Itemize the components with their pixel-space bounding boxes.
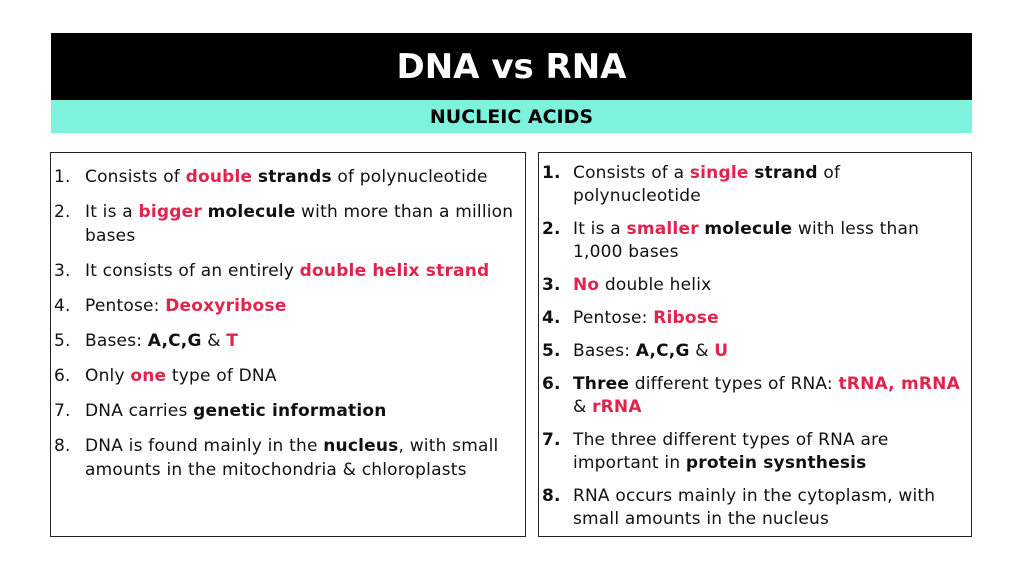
item-number: 8. xyxy=(542,486,561,506)
bold-term: A,C,G xyxy=(635,341,690,361)
text-segment: with more than a million bases xyxy=(85,202,514,246)
highlighted-term: Ribose xyxy=(653,308,719,328)
rna-list-item xyxy=(542,373,971,419)
item-text xyxy=(573,340,971,363)
text-segment: Only xyxy=(85,366,131,386)
item-text xyxy=(573,307,971,330)
highlighted-term: Deoxyribose xyxy=(165,296,287,316)
item-text xyxy=(85,294,525,318)
text-segment: Pentose: xyxy=(573,308,654,328)
dna-list-item xyxy=(54,165,525,189)
text-segment: , with small amounts in the mitochondria & chloroplasts xyxy=(85,436,499,480)
text-segment: Bases: xyxy=(573,341,636,361)
highlighted-term: tRNA, mRNA xyxy=(838,374,960,394)
item-number: 1. xyxy=(542,163,561,183)
text-segment: double helix xyxy=(599,275,712,295)
dna-list-item xyxy=(54,434,525,482)
item-number: 5. xyxy=(54,331,71,351)
dna-list-item xyxy=(54,364,525,388)
dna-list-item xyxy=(54,329,525,353)
item-number: 8. xyxy=(54,436,71,456)
highlighted-term: smaller xyxy=(626,219,699,239)
highlighted-term: single xyxy=(689,163,749,183)
text-segment: & xyxy=(201,331,227,351)
dna-list-item xyxy=(54,294,525,318)
item-text xyxy=(85,259,525,283)
text-segment: & xyxy=(689,341,715,361)
highlighted-term: double helix strand xyxy=(299,261,490,281)
text-segment: DNA carries xyxy=(85,401,194,421)
title-banner xyxy=(51,33,972,100)
rna-list-item xyxy=(542,485,971,531)
text-segment: & xyxy=(573,397,593,417)
rna-list xyxy=(538,152,972,537)
text-segment: Pentose: xyxy=(85,296,166,316)
highlighted-term: U xyxy=(714,341,729,361)
rna-list-item xyxy=(542,218,971,264)
text-segment: Consists of xyxy=(85,167,186,187)
bold-term: A,C,G xyxy=(147,331,202,351)
dna-list xyxy=(50,152,526,537)
item-text xyxy=(573,373,971,419)
rna-list-item xyxy=(542,162,971,208)
text-segment: DNA is found mainly in the xyxy=(85,436,324,456)
bold-term: nucleus xyxy=(323,436,399,456)
item-number: 2. xyxy=(54,202,71,222)
bold-term: molecule xyxy=(207,202,296,222)
subtitle-banner xyxy=(51,100,972,133)
bold-term: protein sysnthesis xyxy=(685,453,867,473)
item-number: 3. xyxy=(542,275,561,295)
highlighted-term: rRNA xyxy=(592,397,642,417)
item-number: 5. xyxy=(542,341,561,361)
text-segment: It is a xyxy=(573,219,627,239)
item-number: 4. xyxy=(542,308,561,328)
text-segment: with less than 1,000 bases xyxy=(573,219,920,262)
rna-list-item xyxy=(542,429,971,475)
item-text xyxy=(85,200,525,248)
item-number: 6. xyxy=(542,374,561,394)
text-segment: It consists of an entirely xyxy=(85,261,300,281)
dna-list-item xyxy=(54,399,525,423)
item-number: 6. xyxy=(54,366,71,386)
page-subtitle: NUCLEIC ACIDS xyxy=(429,105,594,128)
item-text xyxy=(573,429,971,475)
text-segment: The three different types of RNA are important in xyxy=(573,430,889,473)
item-number: 4. xyxy=(54,296,71,316)
highlighted-term: T xyxy=(226,331,239,351)
item-text xyxy=(573,218,971,264)
highlighted-term: No xyxy=(573,275,600,295)
rna-list-item xyxy=(542,307,971,330)
highlighted-term: double xyxy=(185,167,253,187)
item-text xyxy=(85,329,525,353)
text-segment: of polynucleotide xyxy=(331,167,488,187)
bold-term: molecule xyxy=(704,219,793,239)
bold-term: genetic information xyxy=(193,401,387,421)
text-segment: RNA occurs mainly in the cytoplasm, with small amounts in the nucleus xyxy=(573,486,936,529)
text-segment: type of DNA xyxy=(166,366,277,386)
highlighted-term: one xyxy=(130,366,167,386)
rna-list-item xyxy=(542,274,971,297)
item-text xyxy=(573,274,971,297)
item-number: 7. xyxy=(542,430,561,450)
text-segment: It is a xyxy=(85,202,139,222)
highlighted-term: bigger xyxy=(138,202,202,222)
bold-term: strands xyxy=(257,167,332,187)
item-number: 7. xyxy=(54,401,71,421)
bold-term: strand xyxy=(754,163,818,183)
dna-list-item xyxy=(54,200,525,248)
item-text xyxy=(573,485,971,531)
dna-list-item xyxy=(54,259,525,283)
item-text xyxy=(85,165,525,189)
item-text xyxy=(85,364,525,388)
page-title: DNA vs RNA xyxy=(396,46,627,87)
text-segment: different types of RNA: xyxy=(629,374,839,394)
item-number: 3. xyxy=(54,261,71,281)
text-segment: Bases: xyxy=(85,331,148,351)
rna-list-item xyxy=(542,340,971,363)
item-text xyxy=(573,162,971,208)
item-number: 2. xyxy=(542,219,561,239)
item-text xyxy=(85,399,525,423)
bold-term: Three xyxy=(573,374,630,394)
text-segment: of polynucleotide xyxy=(573,163,841,206)
item-text xyxy=(85,434,525,482)
text-segment: Consists of a xyxy=(573,163,690,183)
item-number: 1. xyxy=(54,167,71,187)
